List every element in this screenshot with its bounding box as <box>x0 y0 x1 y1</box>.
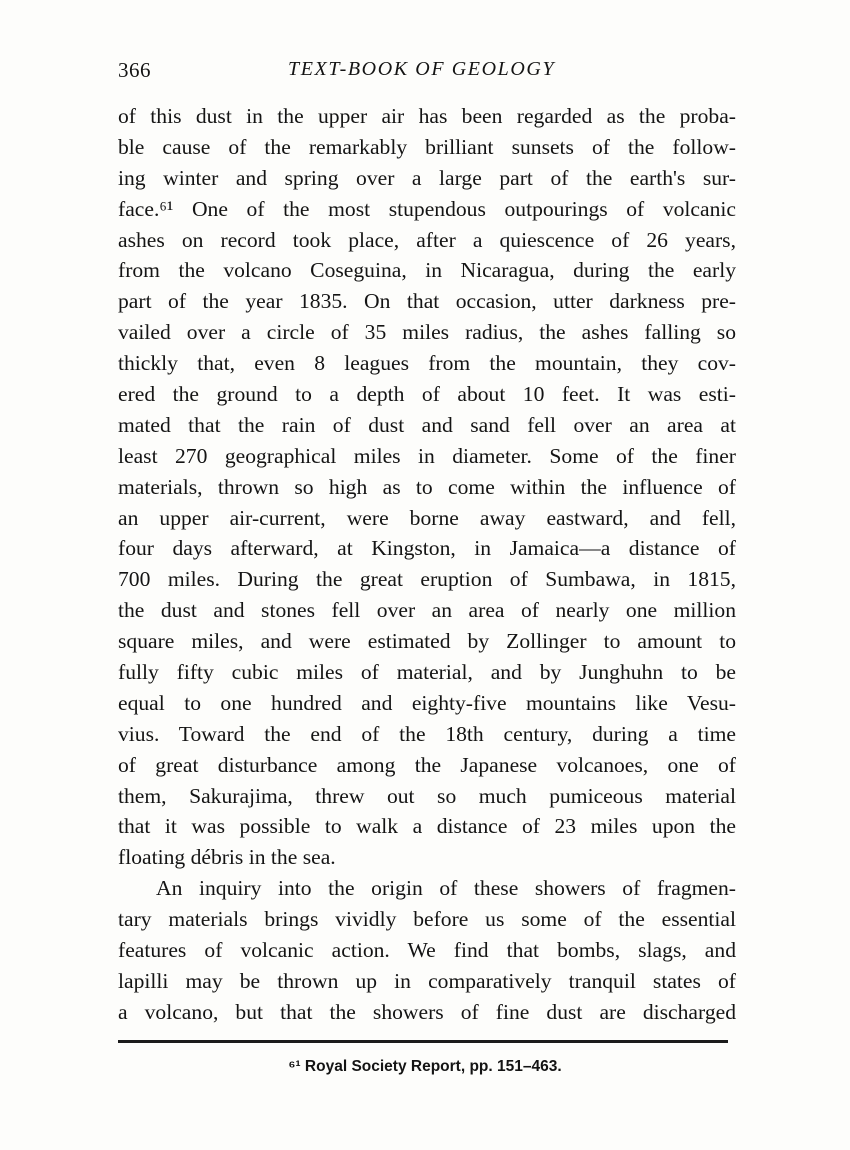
text-line: ered the ground to a depth of about 10 feet. It was esti- <box>118 382 736 407</box>
text-line: equal to one hundred and eighty-five mountains like Vesu- <box>118 690 736 715</box>
text-line: them, Sakurajima, threw out so much pumiceous material <box>118 783 736 808</box>
text-line: lapilli may be thrown up in comparatively tranquil states of <box>118 968 736 993</box>
text-line: an upper air-current, were borne away eastward, and fell, <box>118 505 736 530</box>
text-line: the dust and stones fell over an area of nearly one million <box>118 598 736 623</box>
text-line: features of volcanic action. We find that bombs, slags, and <box>118 938 736 963</box>
page-body <box>118 101 736 1028</box>
footnote: ⁶¹ Royal Society Report, pp. 151–463. <box>288 1058 562 1075</box>
text-line: 700 miles. During the great eruption of Sumbawa, in 1815, <box>118 567 736 592</box>
text-line: fully fifty cubic miles of material, and by Junghuhn to be <box>118 660 736 685</box>
text-line: vius. Toward the end of the 18th century, during a time <box>118 721 736 746</box>
text-line: materials, thrown so high as to come within the influence of <box>118 474 736 499</box>
text-line: least 270 geographical miles in diameter. Some of the finer <box>118 443 736 468</box>
text-line: ble cause of the remarkably brilliant sunsets of the follow- <box>118 134 736 159</box>
text-line: floating débris in the sea. <box>118 845 336 870</box>
text-line: vailed over a circle of 35 miles radius, the ashes falling so <box>118 320 736 345</box>
footnote-rule <box>118 1040 728 1043</box>
text-line: of this dust in the upper air has been regarded as the proba- <box>118 104 736 128</box>
text-line: ing winter and spring over a large part of the earth's sur- <box>118 165 736 190</box>
page-header <box>118 58 736 88</box>
text-line: part of the year 1835. On that occasion, utter darkness pre- <box>118 289 736 314</box>
text-line: face.⁶¹ One of the most stupendous outpourings of volcanic <box>118 196 736 221</box>
text-line: of great disturbance among the Japanese volcanoes, one of <box>118 752 736 777</box>
text-line: square miles, and were estimated by Zollinger to amount to <box>118 629 736 654</box>
text-line: An inquiry into the origin of these showers of fragmen- <box>156 876 736 901</box>
text-line: that it was possible to walk a distance of 23 miles upon the <box>118 814 736 839</box>
paragraph-1 <box>118 101 736 873</box>
text-line: tary materials brings vividly before us some of the essential <box>118 907 736 932</box>
page-number: 366 <box>118 58 151 82</box>
running-title: TEXT-BOOK OF GEOLOGY <box>288 58 556 80</box>
text-line: from the volcano Coseguina, in Nicaragua, during the early <box>118 258 736 283</box>
paragraph-2 <box>118 873 736 1027</box>
text-line: four days afterward, at Kingston, in Jamaica—a distance of <box>118 536 736 561</box>
text-line: mated that the rain of dust and sand fell over an area at <box>118 412 736 437</box>
text-line: thickly that, even 8 leagues from the mountain, they cov- <box>118 351 736 376</box>
text-line: ashes on record took place, after a quiescence of 26 years, <box>118 227 736 252</box>
text-line: a volcano, but that the showers of fine dust are discharged <box>118 999 736 1024</box>
